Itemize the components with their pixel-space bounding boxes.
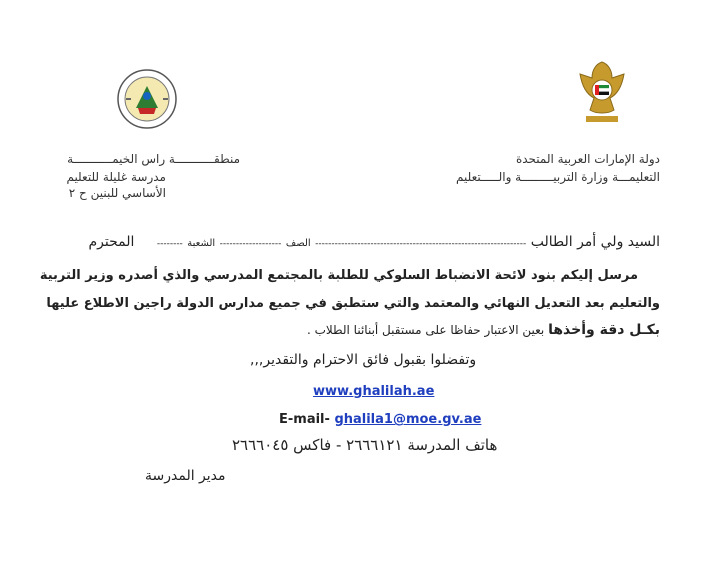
school-name: مدرسة غليلة للتعليم	[66, 170, 166, 184]
respected-label: المحترم	[88, 234, 135, 250]
section-label: الشعبة	[187, 238, 216, 249]
class-label: الصف	[285, 238, 311, 249]
address-line	[88, 234, 660, 250]
principal-signature: مدير المدرسة	[145, 468, 226, 484]
school-seal-icon	[116, 68, 178, 130]
email-label: E-mail-	[279, 412, 330, 427]
body-line-1: مرسل إليكم بنود لائحة الانضباط السلوكي للطلبة بالمجتمع المدرسي والذي أصدره وزير التربية	[39, 268, 638, 283]
body-line-3-rest: بعين الاعتبار حفاظا على مستقبل أبنائنا الطلاب .	[306, 323, 545, 337]
region-name: منطقـــــــــــة راس الخيمـــــــــــة	[67, 152, 240, 166]
section-blank: --------	[156, 239, 183, 249]
phone-fax-line: هاتف المدرسة ٢٦٦٦١٢١ - فاكس ٢٦٦٦٠٤٥	[232, 436, 498, 454]
student-name-blank: -----------------------------------------------------------------	[315, 239, 527, 249]
body-line-3-bold: بكـل دقة وأخذها	[548, 322, 660, 338]
ministry-name: التعليمـــة وزارة التربيـــــــــة والـــــتعليم	[456, 170, 660, 184]
closing-regards: وتفضلوا بقبول فائق الاحترام والتقدير,,,	[250, 352, 477, 368]
class-blank: -------------------	[219, 239, 282, 249]
email-link[interactable]: ghalila1@moe.gv.ae	[334, 412, 482, 427]
country-name: دولة الإمارات العربية المتحدة	[515, 152, 660, 166]
recipient-label: السيد ولي أمر الطالب	[530, 234, 660, 250]
website-link[interactable]: www.ghalilah.ae	[313, 384, 435, 399]
body-line-2: والتعليم بعد التعديل النهائي والمعتمد والتي ستطبق في جميع مدارس الدولة راجين الاطلاع عليها	[46, 296, 660, 311]
email-line	[279, 412, 481, 427]
school-grade: الأساسي للبنين ح ٢	[68, 186, 166, 200]
body-line-3	[307, 322, 660, 338]
uae-emblem-icon	[574, 56, 630, 128]
